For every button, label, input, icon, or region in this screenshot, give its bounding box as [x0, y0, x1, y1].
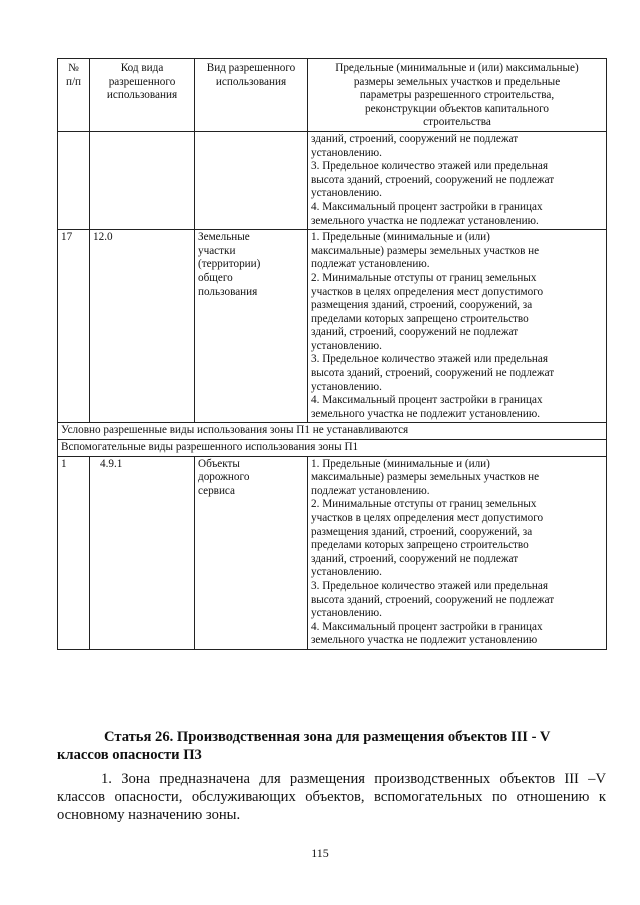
article-heading-line-2: классов опасности П3 — [57, 747, 202, 763]
text-line: высота зданий, строений, сооружений не подлежат — [311, 593, 555, 606]
cell-num: 1 — [58, 456, 90, 649]
text-line: подлежат установлению. — [311, 258, 430, 271]
text-line: участки — [198, 244, 236, 257]
text-line: размеры земельных участков и предельные — [353, 75, 561, 88]
text-line: 4. Максимальный процент застройки в границах — [311, 200, 543, 213]
text-line: параметры разрешенного строительства, — [359, 89, 555, 102]
text-line: 4. Максимальный процент застройки в границах — [311, 394, 543, 407]
cell-limits — [308, 131, 607, 229]
section-heading-auxiliary: Вспомогательные виды разрешенного использования зоны П1 — [58, 440, 607, 457]
text-line: использования — [215, 75, 287, 88]
text-line: 3. Предельное количество этажей или предельная — [311, 579, 549, 592]
text-line: Предельные (минимальные и (или) максимальные) — [335, 62, 579, 74]
text-line: пределами которых запрещено строительство — [311, 312, 529, 325]
text-line: сервиса — [198, 484, 235, 497]
text-line: размещения зданий, строений, сооружений, за — [311, 525, 533, 538]
text-line: установлению. — [311, 187, 382, 200]
text-line: Объекты — [198, 457, 240, 470]
text-line: зданий, строений, сооружений не подлежат — [311, 132, 519, 145]
text-line: общего — [198, 271, 233, 284]
text-line: высота зданий, строений, сооружений не подлежат — [311, 367, 555, 380]
text-line: зданий, строений, сооружений не подлежат — [311, 326, 519, 339]
text-line: (территории) — [198, 258, 261, 271]
text-line: 4. Максимальный процент застройки в границах — [311, 620, 543, 633]
paragraph-text: 1. Зона предназначена для размещения производственных объектов III –V классов опасности, обслуживающих объектов, вспомогательных по отношению к основному назначению зоны. — [57, 771, 606, 823]
text-line: Код вида — [120, 62, 164, 74]
text-line: высота зданий, строений, сооружений не подлежат — [311, 173, 555, 186]
article-heading-line-1: Статья 26. Производственная зона для размещения объектов III - V — [104, 729, 551, 745]
text-line: 3. Предельное количество этажей или предельная — [311, 353, 549, 366]
text-line: Земельные — [198, 231, 250, 244]
header-type — [195, 59, 308, 132]
header-code — [90, 59, 195, 132]
text-line: использования — [106, 89, 178, 102]
text-line: 2. Минимальные отступы от границ земельных — [311, 498, 537, 511]
text-line: 2. Минимальные отступы от границ земельных — [311, 271, 537, 284]
cell-limits — [308, 456, 607, 649]
text-line: размещения зданий, строений, сооружений, за — [311, 299, 533, 312]
table-section-auxiliary — [58, 440, 607, 457]
text-line: пользования — [198, 285, 258, 298]
table-row-17 — [58, 230, 607, 423]
table-row-continuation — [58, 131, 607, 229]
cell-code — [90, 131, 195, 229]
table-header-row — [58, 59, 607, 132]
article-paragraph — [57, 770, 606, 824]
text-line: установлению. — [311, 380, 382, 393]
text-line: зданий, строений, сооружений не подлежат — [311, 552, 519, 565]
text-line: № — [68, 62, 79, 74]
section-heading-conditional: Условно разрешенные виды использования зоны П1 не устанавливаются — [58, 423, 607, 440]
text-line: 1. Предельные (минимальные и (или) — [311, 231, 490, 244]
table-section-conditional — [58, 423, 607, 440]
cell-type — [195, 456, 308, 649]
text-line: 1. Предельные (минимальные и (или) — [311, 457, 490, 470]
cell-type — [195, 131, 308, 229]
text-line: установлению. — [311, 566, 382, 579]
text-line: реконструкции объектов капитального — [364, 102, 549, 115]
text-line: подлежат установлению. — [311, 484, 430, 497]
table-row-aux-1 — [58, 456, 607, 649]
text-line: дорожного — [198, 471, 250, 484]
text-line: участков в целях определения мест допустимого — [311, 285, 544, 298]
text-line: участков в целях определения мест допустимого — [311, 512, 544, 524]
zoning-parameters-table — [57, 58, 607, 650]
text-line: установлению. — [311, 146, 382, 159]
cell-limits — [308, 230, 607, 423]
header-num — [58, 59, 90, 132]
header-limits — [308, 59, 607, 132]
text-line: Вид разрешенного — [206, 62, 296, 74]
cell-num — [58, 131, 90, 229]
text-line: установлению. — [311, 607, 382, 620]
text-line: установлению. — [311, 339, 382, 352]
text-line: земельного участка не подлежат установлению. — [311, 214, 539, 227]
text-line: пределами которых запрещено строительство — [311, 539, 529, 552]
cell-type — [195, 230, 308, 423]
text-line: земельного участка не подлежит установлению — [311, 634, 538, 647]
cell-code: 12.0 — [90, 230, 195, 423]
text-line: максимальные) размеры земельных участков не — [311, 471, 540, 484]
text-line: земельного участка не подлежит установлению. — [311, 407, 541, 420]
page-number: 115 — [311, 846, 329, 860]
cell-num: 17 — [58, 230, 90, 423]
cell-code: 4.9.1 — [90, 456, 195, 649]
text-line: разрешенного — [108, 75, 176, 88]
text-line: п/п — [65, 75, 82, 88]
article-heading — [57, 728, 606, 764]
text-line: максимальные) размеры земельных участков не — [311, 244, 540, 257]
text-line: строительства — [423, 116, 491, 129]
text-line: 3. Предельное количество этажей или предельная — [311, 160, 549, 173]
